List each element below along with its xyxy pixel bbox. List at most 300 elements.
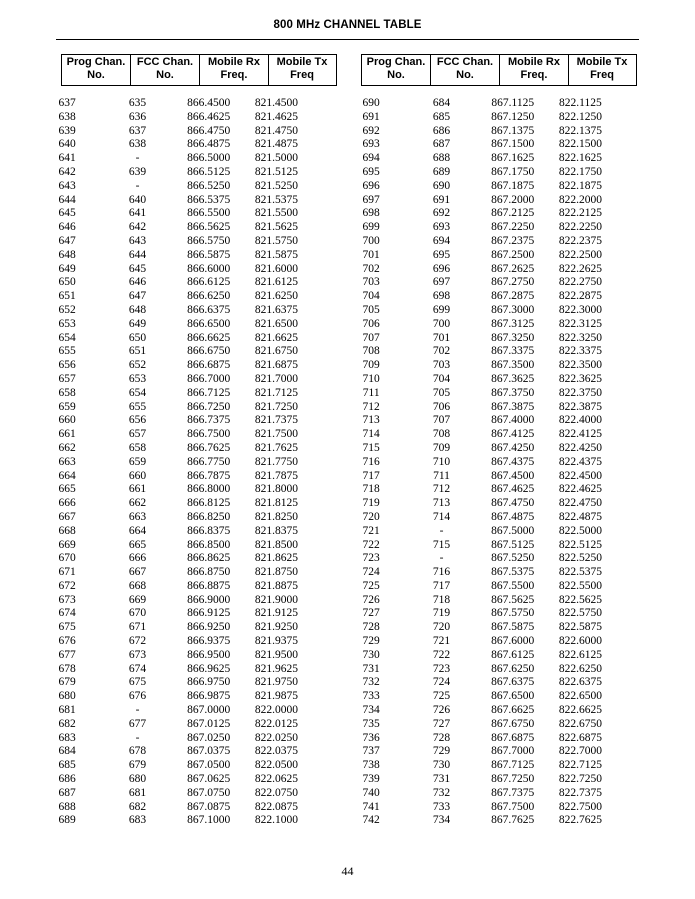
fcc-chan-cell: 671	[128, 621, 147, 634]
fcc-chan-cell: 635	[128, 97, 147, 109]
table-row	[36, 207, 312, 221]
prog-chan-cell: 698	[362, 207, 380, 220]
mobile-rx-cell: 867.6125	[491, 648, 535, 661]
prog-chan-cell: 717	[362, 469, 380, 482]
table-row	[36, 111, 312, 125]
fcc-chan-cell: 678	[128, 745, 147, 758]
mobile-tx-cell: 822.1875	[558, 179, 602, 192]
table-row	[340, 649, 616, 663]
mobile-rx-cell: 866.6250	[187, 290, 231, 303]
mobile-tx-cell: 822.0875	[254, 800, 298, 813]
table-row	[36, 690, 312, 704]
table-row	[340, 428, 616, 442]
fcc-chan-cell: 693	[432, 221, 451, 234]
mobile-tx-cell: 822.4125	[558, 428, 602, 441]
table-row	[340, 401, 616, 415]
fcc-chan-cell: 691	[432, 193, 451, 206]
mobile-rx-cell: 866.4500	[187, 97, 231, 109]
mobile-tx-cell: 821.9875	[254, 690, 298, 703]
table-row	[36, 235, 312, 249]
fcc-chan-cell: 645	[128, 262, 147, 275]
mobile-tx-cell: 822.6750	[558, 717, 602, 730]
prog-chan-cell: 674	[58, 607, 76, 620]
fcc-chan-cell: -	[135, 179, 140, 192]
mobile-rx-cell: 867.0000	[187, 704, 231, 717]
prog-chan-cell: 718	[362, 483, 380, 496]
mobile-tx-cell: 822.0125	[254, 717, 298, 730]
prog-chan-cell: 713	[362, 414, 380, 427]
fcc-chan-cell: 652	[128, 359, 147, 372]
table-row	[340, 801, 616, 815]
table-row	[36, 663, 312, 677]
table-row	[36, 621, 312, 635]
fcc-chan-cell: 638	[128, 138, 147, 151]
mobile-tx-cell: 822.4875	[558, 510, 602, 523]
mobile-rx-cell: 867.7625	[491, 814, 535, 827]
fcc-chan-cell: 662	[128, 497, 147, 510]
mobile-rx-cell: 866.6875	[187, 359, 231, 372]
table-row	[340, 814, 616, 828]
fcc-chan-cell: 682	[128, 800, 147, 813]
prog-chan-cell: 671	[58, 566, 76, 579]
fcc-chan-cell: 703	[432, 359, 451, 372]
mobile-rx-cell: 867.6875	[491, 731, 535, 744]
table-row	[36, 732, 312, 746]
prog-chan-cell: 695	[362, 165, 380, 178]
mobile-rx-cell: 867.5250	[491, 552, 535, 565]
mobile-rx-cell: 867.3375	[491, 345, 535, 358]
mobile-rx-cell: 866.8375	[187, 524, 231, 537]
mobile-rx-cell: 866.7250	[187, 400, 231, 413]
prog-chan-cell: 673	[58, 593, 76, 606]
fcc-chan-cell: 661	[128, 483, 147, 496]
mobile-tx-cell: 822.2625	[558, 262, 602, 275]
fcc-chan-cell: 675	[128, 676, 147, 689]
mobile-tx-cell: 822.6500	[558, 690, 602, 703]
mobile-rx-cell: 867.4250	[491, 441, 535, 454]
mobile-rx-cell: 867.2875	[491, 290, 535, 303]
mobile-tx-cell: 821.5250	[254, 179, 298, 192]
mobile-rx-cell: 867.5000	[491, 524, 535, 537]
fcc-chan-cell: 710	[432, 455, 451, 468]
mobile-rx-cell: 866.9750	[187, 676, 231, 689]
mobile-rx-cell: 867.1000	[187, 814, 231, 827]
mobile-rx-cell: 867.2125	[491, 207, 535, 220]
mobile-rx-cell: 866.5750	[187, 234, 231, 247]
prog-chan-cell: 685	[58, 759, 76, 772]
mobile-rx-cell: 867.5125	[491, 538, 535, 551]
prog-chan-cell: 716	[362, 455, 380, 468]
prog-chan-cell: 740	[362, 786, 380, 799]
prog-chan-cell: 714	[362, 428, 380, 441]
fcc-chan-cell: 699	[432, 303, 451, 316]
mobile-tx-cell: 822.5500	[558, 579, 602, 592]
header-prog-chan: Prog Chan. No.	[362, 55, 431, 85]
table-row	[36, 552, 312, 566]
fcc-chan-cell: 730	[432, 759, 451, 772]
fcc-chan-cell: -	[439, 552, 444, 565]
fcc-chan-cell: 696	[432, 262, 451, 275]
mobile-rx-cell: 867.7000	[491, 745, 535, 758]
right-table-header	[361, 54, 637, 86]
fcc-chan-cell: -	[439, 524, 444, 537]
mobile-rx-cell: 867.0625	[187, 773, 231, 786]
mobile-tx-cell: 821.5375	[254, 193, 298, 206]
mobile-rx-cell: 866.8500	[187, 538, 231, 551]
prog-chan-cell: 731	[362, 662, 380, 675]
table-row	[340, 442, 616, 456]
fcc-chan-cell: 724	[432, 676, 451, 689]
prog-chan-cell: 643	[58, 179, 76, 192]
mobile-tx-cell: 822.5625	[558, 593, 602, 606]
mobile-tx-cell: 822.4375	[558, 455, 602, 468]
mobile-rx-cell: 866.7500	[187, 428, 231, 441]
mobile-tx-cell: 821.7000	[254, 372, 298, 385]
prog-chan-cell: 678	[58, 662, 76, 675]
prog-chan-cell: 646	[58, 221, 76, 234]
prog-chan-cell: 735	[362, 717, 380, 730]
mobile-rx-cell: 867.0750	[187, 786, 231, 799]
prog-chan-cell: 703	[362, 276, 380, 289]
mobile-rx-cell: 867.0250	[187, 731, 231, 744]
table-row	[36, 125, 312, 139]
table-row	[340, 387, 616, 401]
header-mobile-tx: Mobile Tx Freq	[576, 56, 628, 81]
mobile-rx-cell: 866.6375	[187, 303, 231, 316]
mobile-rx-cell: 867.6250	[491, 662, 535, 675]
mobile-tx-cell: 822.4500	[558, 469, 602, 482]
mobile-rx-cell: 867.4750	[491, 497, 535, 510]
table-row	[340, 539, 616, 553]
mobile-tx-cell: 822.3625	[558, 372, 602, 385]
prog-chan-cell: 665	[58, 483, 76, 496]
prog-chan-cell: 724	[362, 566, 380, 579]
mobile-tx-cell: 821.7875	[254, 469, 298, 482]
mobile-tx-cell: 822.6375	[558, 676, 602, 689]
mobile-tx-cell: 821.9500	[254, 648, 298, 661]
fcc-chan-cell: 684	[432, 97, 451, 109]
prog-chan-cell: 712	[362, 400, 380, 413]
prog-chan-cell: 708	[362, 345, 380, 358]
mobile-tx-cell: 822.1125	[559, 97, 602, 109]
mobile-rx-cell: 867.5375	[491, 566, 535, 579]
mobile-rx-cell: 867.3500	[491, 359, 535, 372]
prog-chan-cell: 669	[58, 538, 76, 551]
prog-chan-cell: 726	[362, 593, 380, 606]
table-row	[340, 594, 616, 608]
table-row	[340, 732, 616, 746]
mobile-tx-cell: 822.5000	[558, 524, 602, 537]
prog-chan-cell: 687	[58, 786, 76, 799]
fcc-chan-cell: 729	[432, 745, 451, 758]
prog-chan-cell: 705	[362, 303, 380, 316]
prog-chan-cell: 719	[362, 497, 380, 510]
mobile-tx-cell: 821.6125	[254, 276, 298, 289]
prog-chan-cell: 715	[362, 441, 380, 454]
page-number: 44	[341, 864, 354, 878]
prog-chan-cell: 683	[58, 731, 76, 744]
fcc-chan-cell: 702	[432, 345, 451, 358]
prog-chan-cell: 656	[58, 359, 76, 372]
table-row	[340, 414, 616, 428]
header-mobile-rx: Mobile Rx Freq.	[200, 55, 269, 85]
mobile-rx-cell: 867.0875	[187, 800, 231, 813]
prog-chan-cell: 700	[362, 234, 380, 247]
mobile-tx-cell: 822.1625	[558, 152, 602, 165]
mobile-tx-cell: 822.3250	[558, 331, 602, 344]
mobile-tx-cell: 821.6500	[254, 317, 298, 330]
fcc-chan-cell: 692	[432, 207, 451, 220]
fcc-chan-cell: 712	[432, 483, 451, 496]
prog-chan-cell: 659	[58, 400, 76, 413]
mobile-rx-cell: 866.7625	[187, 441, 231, 454]
fcc-chan-cell: -	[135, 731, 140, 744]
fcc-chan-cell: 701	[432, 331, 451, 344]
fcc-chan-cell: 720	[432, 621, 451, 634]
table-row	[340, 676, 616, 690]
mobile-tx-cell: 822.5125	[558, 538, 602, 551]
table-row	[340, 552, 616, 566]
mobile-rx-cell: 866.9500	[187, 648, 231, 661]
prog-chan-cell: 728	[362, 621, 380, 634]
fcc-chan-cell: 651	[128, 345, 147, 358]
mobile-rx-cell: 866.5375	[187, 193, 231, 206]
table-row	[36, 290, 312, 304]
mobile-rx-cell: 866.5000	[187, 152, 231, 165]
prog-chan-cell: 637	[58, 97, 76, 109]
mobile-rx-cell: 866.6125	[187, 276, 231, 289]
fcc-chan-cell: 686	[432, 124, 451, 137]
prog-chan-cell: 654	[58, 331, 76, 344]
mobile-rx-cell: 867.4125	[491, 428, 535, 441]
mobile-tx-cell: 821.6750	[254, 345, 298, 358]
mobile-rx-cell: 866.7000	[187, 372, 231, 385]
table-row	[36, 607, 312, 621]
prog-chan-cell: 732	[362, 676, 380, 689]
table-row	[36, 483, 312, 497]
table-row	[340, 525, 616, 539]
fcc-chan-cell: 734	[432, 814, 451, 827]
fcc-chan-cell: 685	[432, 110, 451, 123]
table-row	[340, 663, 616, 677]
table-row	[340, 166, 616, 180]
mobile-rx-cell: 866.9375	[187, 635, 231, 648]
fcc-chan-cell: 700	[432, 317, 451, 330]
mobile-tx-cell: 821.6375	[254, 303, 298, 316]
mobile-rx-cell: 866.8750	[187, 566, 231, 579]
table-row	[340, 359, 616, 373]
prog-chan-cell: 741	[362, 800, 380, 813]
mobile-rx-cell: 867.1500	[491, 138, 535, 151]
table-row	[340, 263, 616, 277]
fcc-chan-cell: 649	[128, 317, 147, 330]
fcc-chan-cell: 697	[432, 276, 451, 289]
prog-chan-cell: 677	[58, 648, 76, 661]
table-row	[36, 759, 312, 773]
mobile-rx-cell: 867.6375	[491, 676, 535, 689]
prog-chan-cell: 702	[362, 262, 380, 275]
prog-chan-cell: 686	[58, 773, 76, 786]
mobile-tx-cell: 821.5750	[254, 234, 298, 247]
mobile-tx-cell: 822.2500	[558, 248, 602, 261]
prog-chan-cell: 641	[58, 152, 76, 165]
table-row	[340, 235, 616, 249]
mobile-tx-cell: 822.3000	[558, 303, 602, 316]
fcc-chan-cell: 688	[432, 152, 451, 165]
fcc-chan-cell: 676	[128, 690, 147, 703]
mobile-tx-cell: 822.2250	[558, 221, 602, 234]
fcc-chan-cell: 677	[128, 717, 147, 730]
table-row	[36, 801, 312, 815]
mobile-rx-cell: 867.6750	[491, 717, 535, 730]
header-mobile-rx: Mobile Rx Freq.	[500, 55, 569, 85]
prog-chan-cell: 742	[362, 814, 380, 827]
mobile-rx-cell: 867.7375	[491, 786, 535, 799]
table-row	[36, 511, 312, 525]
mobile-tx-cell: 821.8750	[254, 566, 298, 579]
mobile-tx-cell: 821.5875	[254, 248, 298, 261]
table-row	[340, 511, 616, 525]
mobile-tx-cell: 821.8250	[254, 510, 298, 523]
mobile-tx-cell: 822.7500	[558, 800, 602, 813]
mobile-tx-cell: 822.5375	[558, 566, 602, 579]
table-row	[340, 704, 616, 718]
mobile-tx-cell: 822.3500	[558, 359, 602, 372]
table-row	[36, 194, 312, 208]
table-row	[36, 166, 312, 180]
prog-chan-cell: 710	[362, 372, 380, 385]
mobile-rx-cell: 867.3000	[491, 303, 535, 316]
prog-chan-cell: 675	[58, 621, 76, 634]
prog-chan-cell: 706	[362, 317, 380, 330]
table-row	[340, 345, 616, 359]
prog-chan-cell: 642	[58, 165, 76, 178]
table-row	[340, 787, 616, 801]
mobile-rx-cell: 866.7125	[187, 386, 231, 399]
mobile-rx-cell: 867.4500	[491, 469, 535, 482]
mobile-tx-cell: 821.8875	[254, 579, 298, 592]
mobile-tx-cell: 822.1000	[254, 814, 298, 827]
mobile-rx-cell: 867.2625	[491, 262, 535, 275]
mobile-rx-cell: 866.4750	[187, 124, 231, 137]
fcc-chan-cell: 698	[432, 290, 451, 303]
table-row	[36, 525, 312, 539]
prog-chan-cell: 663	[58, 455, 76, 468]
mobile-tx-cell: 821.6000	[254, 262, 298, 275]
prog-chan-cell: 681	[58, 704, 76, 717]
mobile-rx-cell: 867.3250	[491, 331, 535, 344]
fcc-chan-cell: 679	[128, 759, 147, 772]
mobile-tx-cell: 822.4250	[558, 441, 602, 454]
mobile-tx-cell: 822.3125	[558, 317, 602, 330]
mobile-tx-cell: 821.4625	[254, 110, 298, 123]
mobile-rx-cell: 867.3875	[491, 400, 535, 413]
table-row	[340, 290, 616, 304]
prog-chan-cell: 690	[362, 97, 380, 109]
mobile-tx-cell: 821.6250	[254, 290, 298, 303]
prog-chan-cell: 660	[58, 414, 76, 427]
prog-chan-cell: 639	[58, 124, 76, 137]
mobile-rx-cell: 866.8250	[187, 510, 231, 523]
fcc-chan-cell: 687	[432, 138, 451, 151]
mobile-tx-cell: 822.1250	[558, 110, 602, 123]
fcc-chan-cell: 666	[128, 552, 147, 565]
mobile-rx-cell: 866.5125	[187, 165, 231, 178]
mobile-rx-cell: 866.5500	[187, 207, 231, 220]
fcc-chan-cell: 716	[432, 566, 451, 579]
mobile-tx-cell: 821.4875	[254, 138, 298, 151]
fcc-chan-cell: 727	[432, 717, 451, 730]
table-row	[36, 470, 312, 484]
fcc-chan-cell: 637	[128, 124, 147, 137]
table-row	[36, 773, 312, 787]
fcc-chan-cell: 728	[432, 731, 451, 744]
mobile-rx-cell: 867.2500	[491, 248, 535, 261]
title-rule	[56, 39, 639, 40]
mobile-tx-cell: 822.4625	[558, 483, 602, 496]
mobile-rx-cell: 867.2750	[491, 276, 535, 289]
prog-chan-cell: 692	[362, 124, 380, 137]
mobile-tx-cell: 822.1750	[558, 165, 602, 178]
table-row	[340, 180, 616, 194]
table-row	[36, 373, 312, 387]
prog-chan-cell: 650	[58, 276, 76, 289]
mobile-rx-cell: 867.1250	[491, 110, 535, 123]
prog-chan-cell: 737	[362, 745, 380, 758]
fcc-chan-cell: 646	[128, 276, 147, 289]
mobile-tx-cell: 821.4500	[254, 97, 298, 109]
prog-chan-cell: 662	[58, 441, 76, 454]
mobile-tx-cell: 822.0000	[254, 704, 298, 717]
table-row	[36, 497, 312, 511]
mobile-tx-cell: 821.9625	[254, 662, 298, 675]
fcc-chan-cell: -	[135, 704, 140, 717]
mobile-rx-cell: 866.6625	[187, 331, 231, 344]
mobile-tx-cell: 822.2875	[558, 290, 602, 303]
mobile-tx-cell: 822.2125	[558, 207, 602, 220]
table-row	[340, 566, 616, 580]
fcc-chan-cell: 657	[128, 428, 147, 441]
prog-chan-cell: 667	[58, 510, 76, 523]
mobile-tx-cell: 822.6250	[558, 662, 602, 675]
fcc-chan-cell: 722	[432, 648, 451, 661]
prog-chan-cell: 723	[362, 552, 380, 565]
mobile-tx-cell: 822.6625	[558, 704, 602, 717]
prog-chan-cell: 707	[362, 331, 380, 344]
mobile-rx-cell: 867.0375	[187, 745, 231, 758]
table-row	[340, 635, 616, 649]
mobile-tx-cell: 822.5250	[558, 552, 602, 565]
prog-chan-cell: 644	[58, 193, 76, 206]
prog-chan-cell: 640	[58, 138, 76, 151]
mobile-rx-cell: 866.8125	[187, 497, 231, 510]
fcc-chan-cell: 708	[432, 428, 451, 441]
table-row	[340, 318, 616, 332]
mobile-rx-cell: 867.1750	[491, 165, 535, 178]
fcc-chan-cell: 713	[432, 497, 451, 510]
mobile-tx-cell: 821.8125	[254, 497, 298, 510]
table-row	[340, 249, 616, 263]
fcc-chan-cell: 650	[128, 331, 147, 344]
fcc-chan-cell: 648	[128, 303, 147, 316]
mobile-rx-cell: 866.9250	[187, 621, 231, 634]
prog-chan-cell: 709	[362, 359, 380, 372]
header-prog-chan: Prog Chan. No.	[62, 55, 131, 85]
fcc-chan-cell: 733	[432, 800, 451, 813]
fcc-chan-cell: 681	[128, 786, 147, 799]
fcc-chan-cell: 715	[432, 538, 451, 551]
fcc-chan-cell: 694	[432, 234, 451, 247]
